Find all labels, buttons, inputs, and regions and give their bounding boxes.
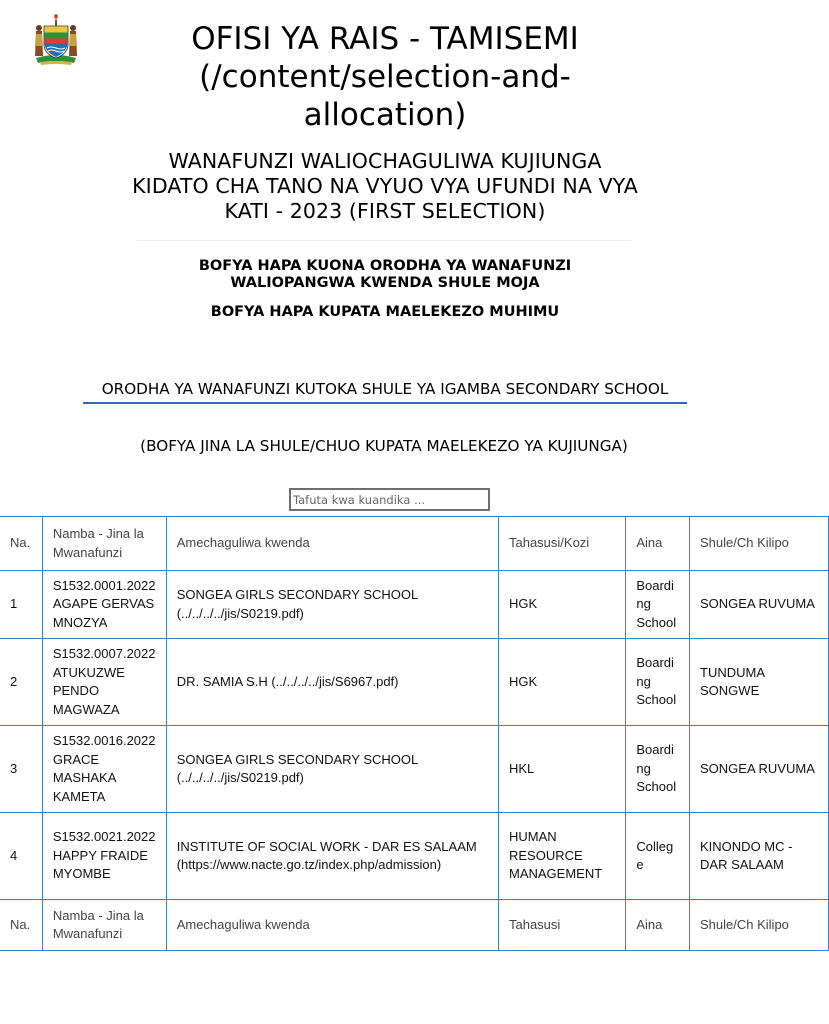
- table-header-row: [0, 517, 829, 571]
- footer-header-student: Namba - Jina la Mwanafunzi: [42, 900, 166, 951]
- column-header-no[interactable]: Na.: [0, 517, 42, 571]
- combination-cell: HGK: [498, 639, 625, 726]
- table-row: [0, 639, 829, 726]
- table-row: [0, 726, 829, 813]
- column-header-combination[interactable]: Tahasusi/Kozi: [498, 517, 625, 571]
- page-title: OFISI YA RAIS - TAMISEMI (/content/selection-and-allocation): [191, 21, 579, 133]
- view-allocation-link[interactable]: BOFYA HAPA KUONA ORODHA YA WANAFUNZI WALIOPANGWA KWENDA SHULE MOJA: [198, 258, 572, 291]
- location-cell: KINONDO MC - DAR SALAAM: [690, 813, 829, 900]
- combination-cell: HKL: [498, 726, 625, 813]
- column-header-student[interactable]: Namba - Jina la Mwanafunzi: [42, 517, 166, 571]
- search-input[interactable]: [289, 488, 490, 511]
- type-cell: Boarding School: [626, 571, 690, 639]
- row-number: 3: [0, 726, 42, 813]
- column-header-location[interactable]: Shule/Ch Kilipo: [690, 517, 829, 571]
- student-cell: S1532.0001.2022 AGAPE GERVAS MNOZYA: [42, 571, 166, 639]
- destination-link[interactable]: SONGEA GIRLS SECONDARY SCHOOL (../../../../jis/S0219.pdf): [176, 587, 418, 621]
- student-cell: S1532.0016.2022 GRACE MASHAKA KAMETA: [42, 726, 166, 813]
- type-cell: College: [626, 813, 690, 900]
- destination-cell[interactable]: [166, 813, 498, 900]
- student-cell: S1532.0021.2022 HAPPY FRAIDE MYOMBE: [42, 813, 166, 900]
- table-footer-row: [0, 900, 829, 951]
- school-heading: ORODHA YA WANAFUNZI KUTOKA SHULE YA IGAMBA SECONDARY SCHOOL: [83, 380, 687, 404]
- column-header-destination[interactable]: Amechaguliwa kwenda: [166, 517, 498, 571]
- destination-link[interactable]: INSTITUTE OF SOCIAL WORK - DAR ES SALAAM (https://www.nacte.go.tz/index.php/admission): [176, 838, 477, 872]
- footer-header-combination: Tahasusi: [498, 900, 625, 951]
- footer-header-type: Aina: [626, 900, 690, 951]
- combination-cell: HGK: [498, 571, 625, 639]
- type-cell: Boarding School: [626, 639, 690, 726]
- table-row: [0, 813, 829, 900]
- location-cell: TUNDUMA SONGWE: [690, 639, 829, 726]
- row-number: 4: [0, 813, 42, 900]
- coat-of-arms-icon: [30, 12, 82, 66]
- results-table: [0, 516, 829, 951]
- table-row: [0, 571, 829, 639]
- row-number: 1: [0, 571, 42, 639]
- type-cell: Boarding School: [626, 726, 690, 813]
- student-cell: S1532.0007.2022 ATUKUZWE PENDO MAGWAZA: [42, 639, 166, 726]
- combination-cell: HUMAN RESOURCE MANAGEMENT: [498, 813, 625, 900]
- page-subtitle: WANAFUNZI WALIOCHAGULIWA KUJIUNGA KIDATO CHA TANO NA VYUO VYA UFUNDI NA VYA KATI - 2023 (FIRST SELECTION): [132, 149, 638, 223]
- join-instructions-note: (BOFYA JINA LA SHULE/CHUO KUPATA MAELEKEZO YA KUJIUNGA): [140, 437, 628, 455]
- footer-header-no: Na.: [0, 900, 42, 951]
- destination-cell[interactable]: [166, 639, 498, 726]
- destination-cell[interactable]: [166, 571, 498, 639]
- column-header-type[interactable]: Aina: [626, 517, 690, 571]
- instructions-link[interactable]: BOFYA HAPA KUPATA MAELEKEZO MUHIMU: [210, 304, 560, 320]
- location-cell: SONGEA RUVUMA: [690, 726, 829, 813]
- destination-link[interactable]: DR. SAMIA S.H (../../../../jis/S6967.pdf): [176, 673, 399, 689]
- destination-link[interactable]: SONGEA GIRLS SECONDARY SCHOOL (../../../../jis/S0219.pdf): [176, 751, 418, 785]
- row-number: 2: [0, 639, 42, 726]
- divider: [137, 240, 631, 241]
- location-cell: SONGEA RUVUMA: [690, 571, 829, 639]
- destination-cell[interactable]: [166, 726, 498, 813]
- footer-header-location: Shule/Ch Kilipo: [690, 900, 829, 951]
- footer-header-destination: Amechaguliwa kwenda: [166, 900, 498, 951]
